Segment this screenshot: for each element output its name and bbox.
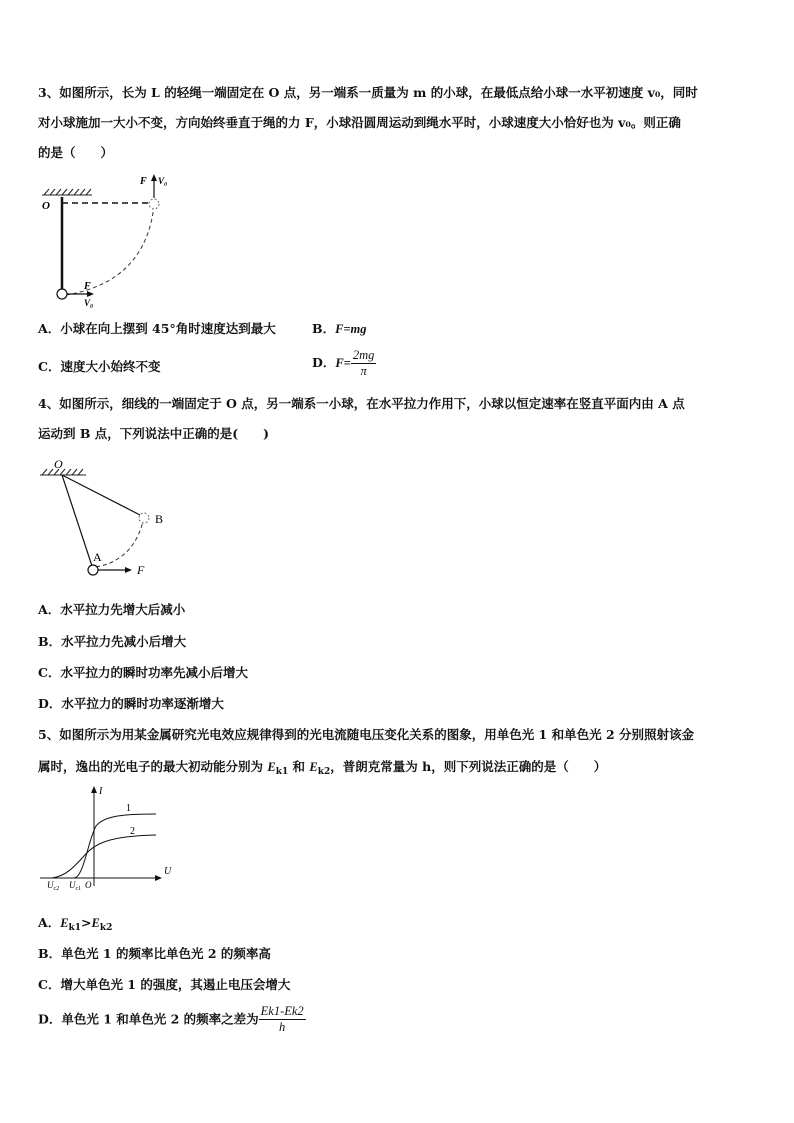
- q4-label-B: B: [155, 512, 164, 526]
- q3-option-a: A．小球在向上摆到 45°角时速度达到最大: [38, 321, 276, 336]
- q5-option-b: B．单色光 1 的频率比单色光 2 的频率高: [38, 946, 271, 961]
- q4-arc-dashed: [96, 517, 144, 567]
- q4-figure: [30, 455, 170, 585]
- q4-label-A: A: [93, 550, 102, 564]
- q4-ball-A: [88, 565, 98, 575]
- q5-label-curve2: 2: [130, 826, 135, 837]
- q3-ball-bottom: [57, 289, 67, 299]
- q4-option-a: A．水平拉力先增大后减小: [38, 602, 186, 617]
- q5-label-U: U: [164, 866, 172, 877]
- q3-stem-line2: 对小球施加一大小不变，方向始终垂直于绳的力 F，小球沿圆周运动到绳水平时，小球速度大小恰好也为 v₀。则正确: [38, 115, 681, 130]
- q3-figure: [30, 170, 190, 310]
- q3-ceiling: [42, 189, 92, 195]
- q5-curve-1: [74, 814, 156, 878]
- q5-label-Uc2: $U_{c2}$: [47, 880, 60, 892]
- q5-label-O: O: [85, 880, 92, 890]
- q3-option-b: B．F=mg: [312, 321, 367, 336]
- q5-label-Uc1: $U_{c1}$: [69, 880, 82, 892]
- q4-ceiling: [40, 469, 86, 475]
- q4-option-b: B．水平拉力先减小后增大: [38, 634, 187, 649]
- q5-stem-line2: 属时，逸出的光电子的最大初动能分别为 $E_{k1}$ 和 $E_{k2}$，普朗克常量为 h，则下列说法正确的是（ ）: [38, 759, 607, 777]
- q4-label-F: F: [137, 563, 145, 577]
- q5-option-c: C．增大单色光 1 的强度，其遏止电压会增大: [38, 977, 291, 992]
- q5-figure: [38, 782, 178, 894]
- q4-option-c: C．水平拉力的瞬时功率先减小后增大: [38, 665, 248, 680]
- q3-option-d: D．F= $\frac{2mg}{\pi}$: [312, 348, 375, 378]
- q3-arc-dashed: [66, 206, 154, 295]
- q3-label-O: O: [42, 200, 50, 212]
- q3-stem-line3: 的是（ ）: [38, 145, 114, 160]
- q3-label-F-top: F: [140, 176, 147, 187]
- q3-stem-line1: 3、如图所示，长为 L 的轻绳一端固定在 O 点，另一端系一质量为 m 的小球，在最低点给小球一水平初速度 v₀，同时: [38, 85, 698, 100]
- q5-stem-line1: 5、如图所示为用某金属研究光电效应规律得到的光电流随电压变化关系的图象，用单色光 1 和单色光 2 分别照射该金: [38, 727, 695, 742]
- q4-label-O: O: [54, 457, 63, 471]
- q4-stem-line2: 运动到 B 点，下列说法中正确的是( ): [38, 426, 270, 441]
- q3-label-V0-top: V₀: [158, 176, 168, 186]
- q3-label-V0-bottom: V₀: [84, 298, 94, 308]
- q4-stem-line1: 4、如图所示，细线的一端固定于 O 点，另一端系一小球，在水平拉力作用下，小球以恒定速率在竖直平面内由 A 点: [38, 396, 685, 411]
- q5-option-d: D．单色光 1 和单色光 2 的频率之差为 $\frac{Ek1-Ek2}{h}$: [38, 1004, 304, 1034]
- q5-label-I: I: [99, 786, 103, 797]
- q4-ball-B: [139, 513, 149, 523]
- q5-label-curve1: 1: [126, 803, 131, 814]
- q3-ball-top: [149, 199, 159, 209]
- q3-option-d-fraction: $\frac{2mg}{\pi}$: [352, 348, 375, 378]
- q3-label-F-bottom: F: [84, 281, 91, 292]
- q5-option-d-fraction: $\frac{Ek1-Ek2}{h}$: [260, 1004, 304, 1034]
- q5-curve-2: [52, 835, 156, 878]
- q4-option-d: D．水平拉力的瞬时功率逐渐增大: [38, 696, 224, 711]
- q3-option-c: C．速度大小始终不变: [38, 359, 161, 374]
- q5-option-a: A．$E_{k1}>E_{k2}$: [38, 915, 113, 933]
